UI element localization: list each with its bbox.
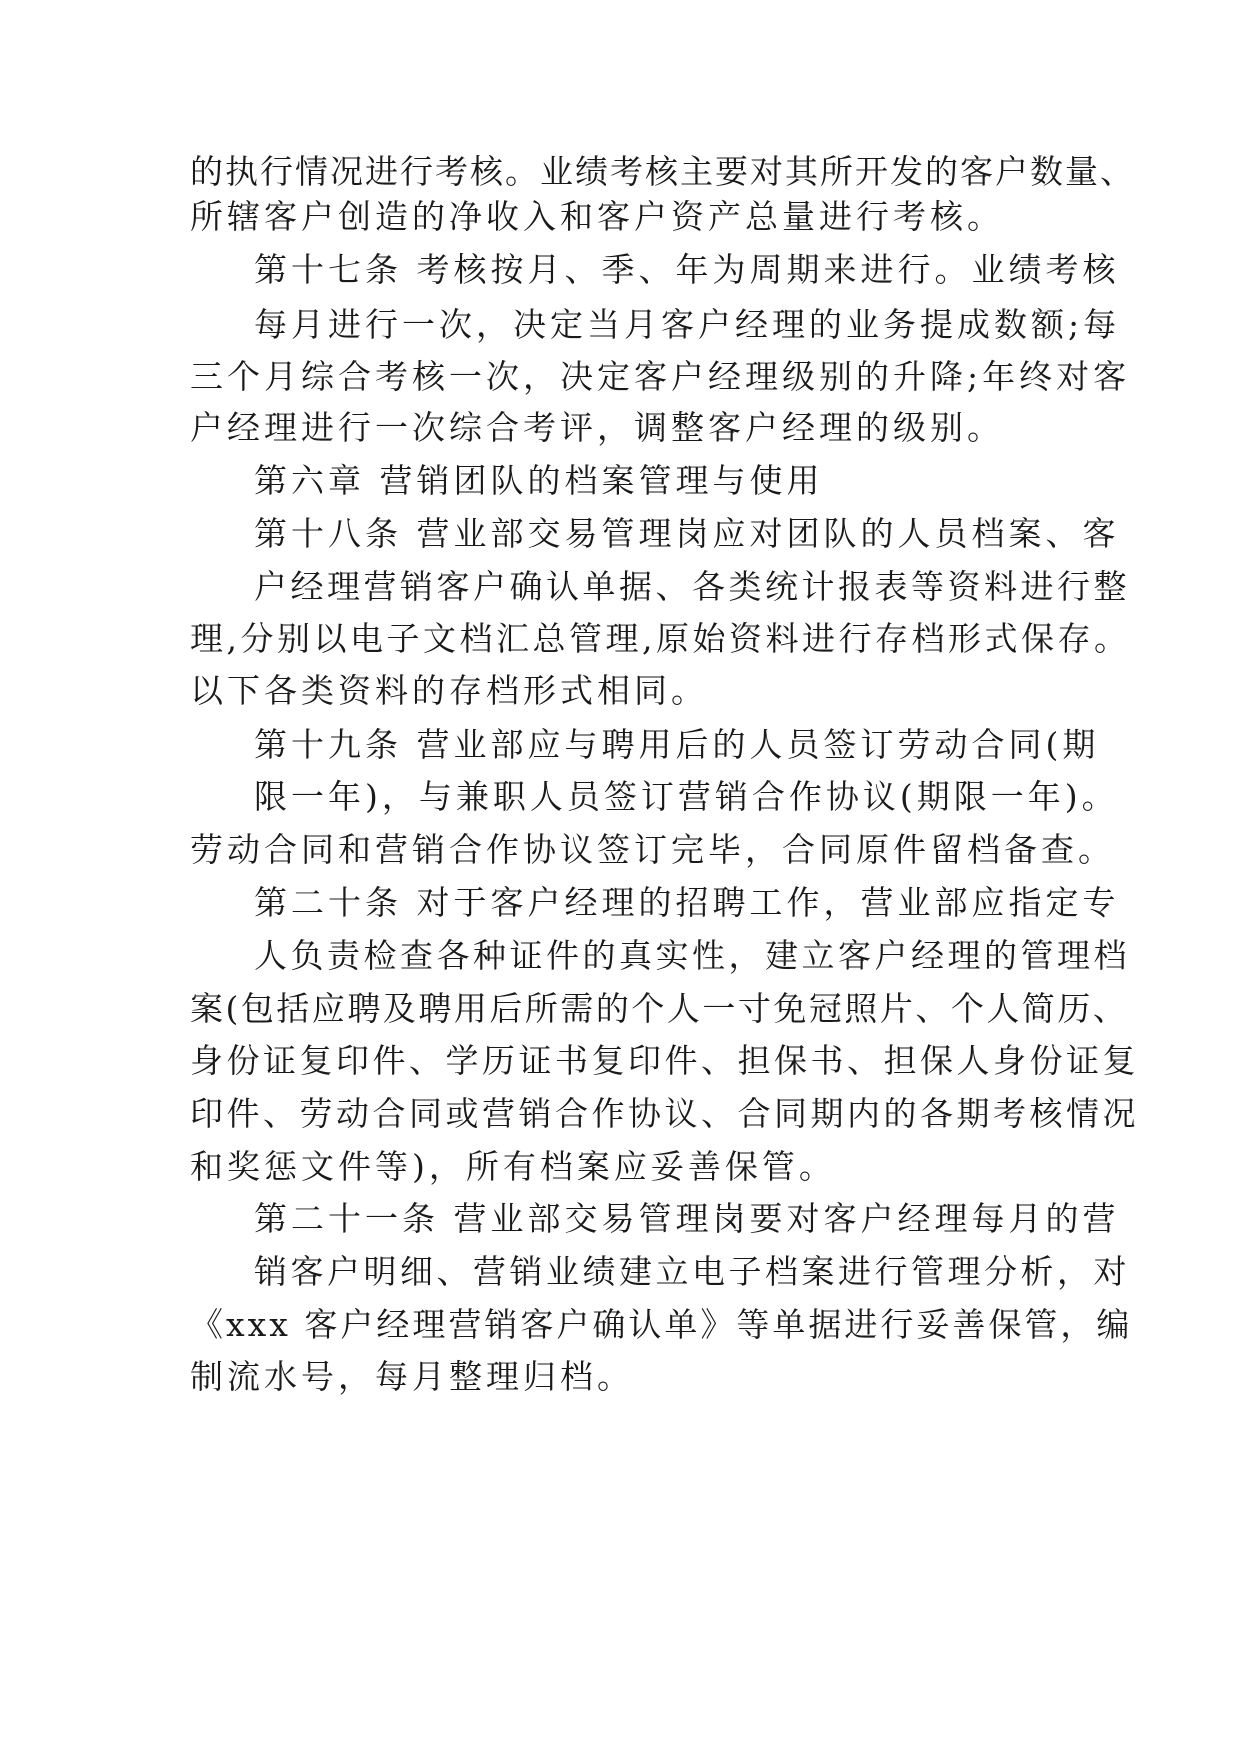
text-line: 户经理进行一次综合考评，调整客户经理的级别。	[190, 408, 1004, 447]
text-line: 三个月综合考核一次，决定客户经理级别的升降;年终对客	[190, 357, 1131, 396]
text-line: 的执行情况进行考核。业绩考核主要对其所开发的客户数量、	[190, 152, 1135, 191]
text-line: 和奖惩文件等)，所有档案应妥善保管。	[190, 1147, 836, 1186]
text-line: 限一年)，与兼职人员签订营销合作协议(期限一年)。	[254, 777, 1119, 816]
text-line: 案(包括应聘及聘用后所需的个人一寸免冠照片、个人简历、	[190, 989, 1129, 1028]
text-line: 人负责检查各种证件的真实性，建立客户经理的管理档	[254, 936, 1130, 975]
text-line: 《xxx 客户经理营销客户确认单》等单据进行妥善保管，编	[190, 1305, 1133, 1344]
text-line: 以下各类资料的存档形式相同。	[190, 671, 708, 710]
text-line: 所辖客户创造的净收入和客户资产总量进行考核。	[190, 197, 1004, 236]
article-21-heading: 第二十一条 营业部交易管理岗要对客户经理每月的营	[254, 1199, 1120, 1238]
text-line: 劳动合同和营销合作协议签订完毕，合同原件留档备查。	[190, 830, 1115, 869]
chapter-6-heading: 第六章 营销团队的档案管理与使用	[254, 461, 824, 500]
text-line: 制流水号，每月整理归档。	[190, 1357, 634, 1396]
text-line: 身份证复印件、学历证书复印件、担保书、担保人身份证复	[190, 1041, 1139, 1080]
article-19-heading: 第十九条 营业部应与聘用后的人员签订劳动合同(期	[254, 725, 1100, 764]
text-line: 每月进行一次，决定当月客户经理的业务提成数额;每	[254, 305, 1121, 344]
article-17-heading: 第十七条 考核按月、季、年为周期来进行。业绩考核	[254, 250, 1120, 289]
text-line: 户经理营销客户确认单据、各类统计报表等资料进行整	[254, 567, 1130, 606]
article-20-heading: 第二十条 对于客户经理的招聘工作，营业部应指定专	[254, 883, 1120, 922]
text-line: 销客户明细、营销业绩建立电子档案进行管理分析，对	[254, 1252, 1130, 1291]
text-line: 理,分别以电子文档汇总管理,原始资料进行存档形式保存。	[190, 619, 1131, 658]
text-line: 印件、劳动合同或营销合作协议、合同期内的各期考核情况	[190, 1094, 1139, 1133]
article-18-heading: 第十八条 营业部交易管理岗应对团队的人员档案、客	[254, 514, 1120, 553]
